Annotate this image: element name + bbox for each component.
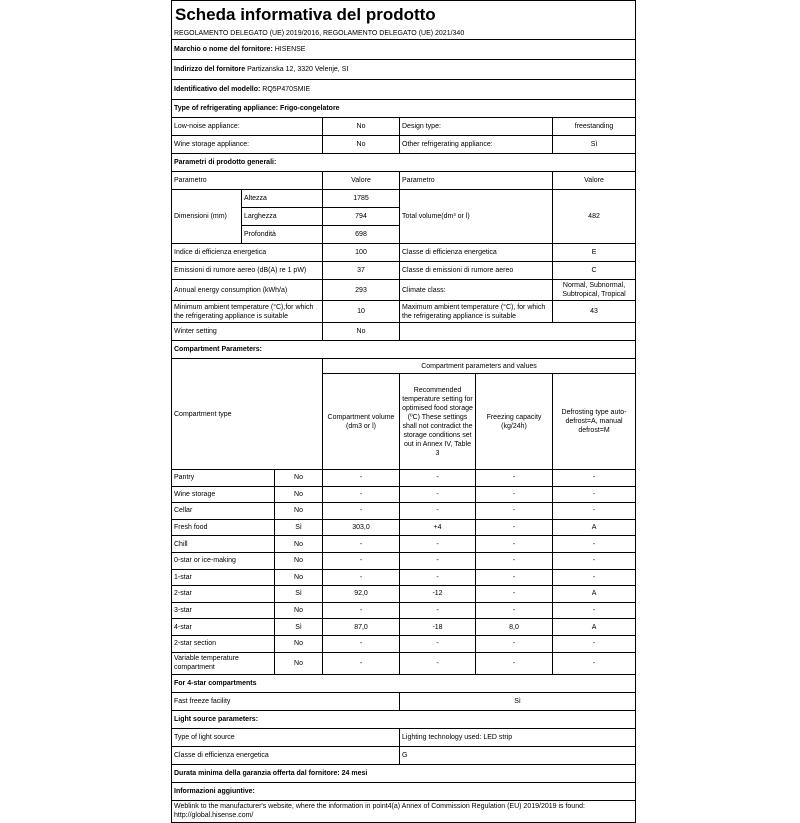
eei-value: 100 [323,244,400,262]
address-label: Indirizzo del fornitore [174,66,246,73]
compartment-volume: 92,0 [323,586,400,603]
light-type-label: Type of light source [172,728,400,746]
climate-class-value: Normal, Subnormal, Subtropical, Tropical [553,280,636,301]
defrost-col-header: Defrosting type auto-defrost=A, manual defrost=M [553,374,636,470]
compartment-volume: - [323,602,400,619]
compartment-freeze: 8,0 [476,619,553,636]
compartment-present: No [275,470,323,487]
energy-class-label: Classe di efficienza energetica [400,244,553,262]
regulation-reference: REGOLAMENTO DELEGATO (UE) 2019/2016, REGOLAMENTO DELEGATO (UE) 2021/340 [172,27,636,40]
compartment-present: No [275,486,323,503]
compartment-temp: - [400,486,476,503]
other-appliance-label: Other refrigerating appliance: [400,136,553,154]
address-row [172,60,636,80]
compartment-defrost: - [553,602,636,619]
max-temp-label: Maximum ambient temperature (°C), for which the refrigerating appliance is suitable [400,301,553,323]
compartment-name: 2-star section [172,635,275,652]
winter-setting-value: No [323,323,400,341]
compartment-name: 0-star or ice-making [172,552,275,569]
compartment-volume: 87,0 [323,619,400,636]
compartment-defrost: - [553,536,636,553]
compartment-row [172,519,636,536]
page-title: Scheda informativa del prodotto [172,1,636,28]
compartment-group-header: Compartment parameters and values [323,359,636,374]
width-value: 794 [323,208,400,226]
low-noise-label: Low-noise appliance: [172,118,323,136]
other-appliance-value: Sì [553,136,636,154]
compartment-defrost: A [553,586,636,603]
compartment-freeze: - [476,569,553,586]
compartment-present: No [275,602,323,619]
compartment-heading: Compartment Parameters: [172,341,636,359]
compartment-row [172,569,636,586]
additional-text: Weblink to the manufacturer's website, where the information in point4(a) Annex of Commission Regulation (EU) 2019/2019 is found: http://global.hisense.com/ [172,800,636,822]
compartment-defrost: - [553,635,636,652]
compartment-volume: - [323,652,400,674]
compartment-present: Sì [275,519,323,536]
compartment-freeze: - [476,602,553,619]
max-temp-value: 43 [553,301,636,323]
compartment-name: 1-star [172,569,275,586]
compartment-volume: - [323,536,400,553]
height-value: 1785 [323,190,400,208]
compartment-present: No [275,536,323,553]
four-star-heading: For 4-star compartments [172,674,636,692]
compartment-name: Pantry [172,470,275,487]
compartment-defrost: A [553,519,636,536]
compartment-temp: - [400,503,476,520]
winter-setting-label: Winter setting [172,323,323,341]
compartment-temp: +4 [400,519,476,536]
compartment-name: 3-star [172,602,275,619]
compartment-volume: - [323,569,400,586]
compartment-freeze: - [476,503,553,520]
compartment-present: Sì [275,586,323,603]
compartment-type-header: Compartment type [172,359,323,470]
height-label: Altezza [242,190,323,208]
compartment-name: Chill [172,536,275,553]
compartment-name: 2-star [172,586,275,603]
compartment-defrost: - [553,552,636,569]
low-noise-value: No [323,118,400,136]
compartment-defrost: - [553,569,636,586]
compartment-row [172,503,636,520]
total-volume-value: 482 [553,190,636,244]
compartment-present: No [275,503,323,520]
winter-setting-blank [400,323,636,341]
compartment-name: Fresh food [172,519,275,536]
compartment-temp: -12 [400,586,476,603]
compartment-temp: -18 [400,619,476,636]
compartment-rows [172,470,636,675]
compartment-volume: - [323,486,400,503]
compartment-freeze: - [476,635,553,652]
compartment-row [172,635,636,652]
compartment-freeze: - [476,586,553,603]
eei-label: Indice di efficienza energetica [172,244,323,262]
freeze-col-header: Freezing capacity (kg/24h) [476,374,553,470]
light-class-value: G [400,746,636,764]
product-table [171,0,636,823]
address-value: Partizanska 12, 3320 Velenje, SI [247,66,349,73]
annual-energy-value: 293 [323,280,400,301]
compartment-row [172,652,636,674]
compartment-freeze: - [476,519,553,536]
compartment-volume: - [323,503,400,520]
compartment-freeze: - [476,552,553,569]
noise-label: Emissioni di rumore aereo (dB(A) re 1 pW) [172,262,323,280]
warranty-label: Durata minima della garanzia offerta dal fornitore: [174,769,340,777]
compartment-present: No [275,552,323,569]
temp-col-header: Recommended temperature setting for optimised food storage (ºC) These settings shall not contradict the storage conditions set out in Annex IV, Table 3 [400,374,476,470]
light-class-label: Classe di efficienza energetica [172,746,400,764]
param-header-2: Parametro [400,172,553,190]
compartment-defrost: - [553,652,636,674]
appliance-type: Type of refrigerating appliance: Frigo-congelatore [172,100,636,118]
compartment-temp: - [400,552,476,569]
compartment-temp: - [400,652,476,674]
compartment-name: Cellar [172,503,275,520]
total-volume-label: Total volume(dm³ or l) [400,190,553,244]
compartment-row [172,619,636,636]
light-type-value: Lighting technology used: LED strip [400,728,636,746]
design-type-value: freestanding [553,118,636,136]
model-value: RQ5P470SMIE [262,86,311,93]
design-type-label: Design type: [400,118,553,136]
noise-class-value: C [553,262,636,280]
annual-energy-label: Annual energy consumption (kWh/a) [172,280,323,301]
params-heading: Parametri di prodotto generali: [172,154,636,172]
compartment-row [172,602,636,619]
warranty-row [172,764,636,782]
compartment-defrost: A [553,619,636,636]
depth-value: 698 [323,226,400,244]
compartment-row [172,586,636,603]
compartment-temp: - [400,569,476,586]
supplier-value: HISENSE [274,46,306,53]
wine-storage-value: No [323,136,400,154]
compartment-temp: - [400,635,476,652]
additional-heading: Informazioni aggiuntive: [172,782,636,800]
compartment-volume: - [323,635,400,652]
compartment-volume: - [323,552,400,569]
compartment-temp: - [400,470,476,487]
value-header-2: Valore [553,172,636,190]
compartment-freeze: - [476,536,553,553]
fast-freeze-value: Sì [400,692,636,710]
compartment-temp: - [400,536,476,553]
energy-class-value: E [553,244,636,262]
supplier-label: Marchio o nome del fornitore: [174,46,273,53]
dimensions-label: Dimensioni (mm) [172,190,242,244]
compartment-name: Variable temperature compartment [172,652,275,674]
compartment-defrost: - [553,486,636,503]
value-header: Valore [323,172,400,190]
warranty-value: 24 mesi [341,769,368,777]
model-label: Identificativo del modello: [174,86,261,93]
compartment-present: No [275,635,323,652]
compartment-name: 4-star [172,619,275,636]
depth-label: Profondità [242,226,323,244]
compartment-row [172,536,636,553]
compartment-freeze: - [476,486,553,503]
volume-col-header: Compartment volume (dm3 or l) [323,374,400,470]
compartment-present: Sì [275,619,323,636]
compartment-row [172,552,636,569]
compartment-volume: - [323,470,400,487]
model-row [172,80,636,100]
compartment-volume: 303,0 [323,519,400,536]
compartment-row [172,486,636,503]
product-information-sheet [171,0,635,823]
compartment-freeze: - [476,470,553,487]
width-label: Larghezza [242,208,323,226]
noise-value: 37 [323,262,400,280]
min-temp-label: Minimum ambient temperature (°C),for which the refrigerating appliance is suitable [172,301,323,323]
compartment-row [172,470,636,487]
compartment-name: Wine storage [172,486,275,503]
compartment-temp: - [400,602,476,619]
light-heading: Light source parameters: [172,710,636,728]
climate-class-label: Climate class: [400,280,553,301]
noise-class-label: Classe di emissioni di rumore aereo [400,262,553,280]
compartment-present: No [275,569,323,586]
compartment-defrost: - [553,503,636,520]
min-temp-value: 10 [323,301,400,323]
wine-storage-label: Wine storage appliance: [172,136,323,154]
compartment-freeze: - [476,652,553,674]
supplier-row [172,40,636,60]
compartment-present: No [275,652,323,674]
fast-freeze-label: Fast freeze facility [172,692,400,710]
param-header: Parametro [172,172,323,190]
compartment-defrost: - [553,470,636,487]
